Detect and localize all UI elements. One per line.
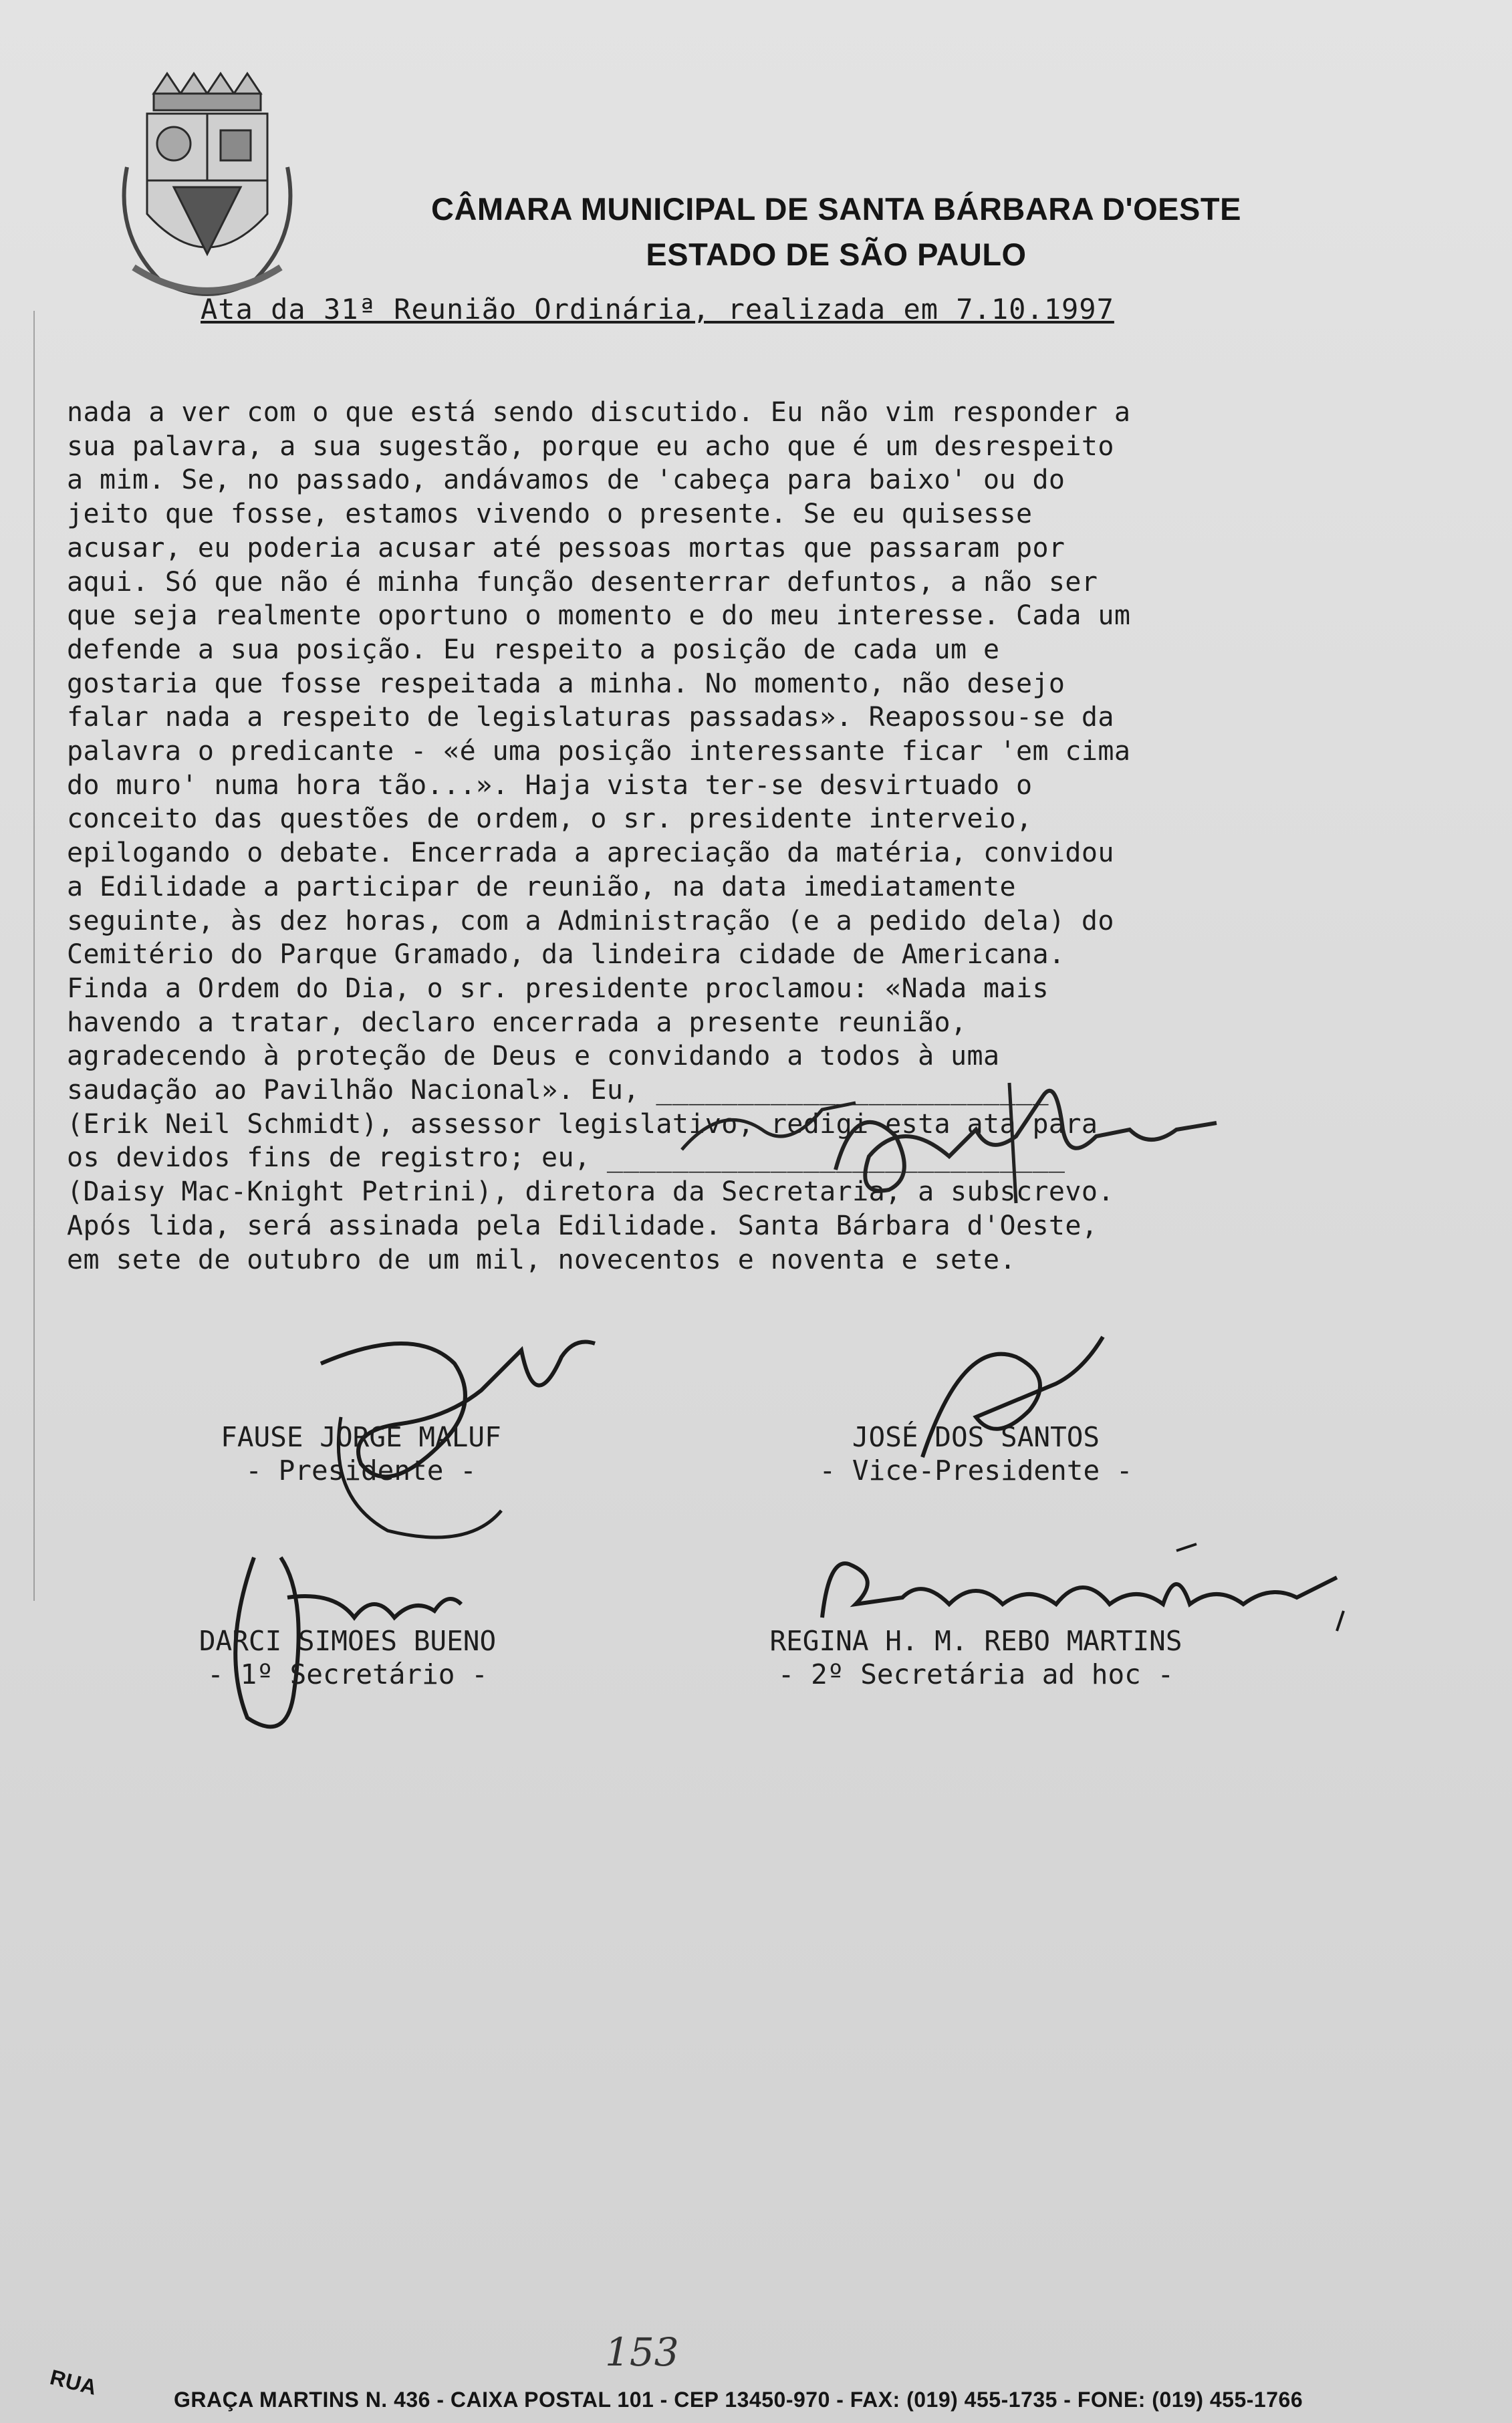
body-line: acusar, eu poderia acusar até pessoas mortas que passaram por [67,532,1065,563]
body-line: seguinte, às dez horas, com a Administração (e a pedido dela) do [67,905,1114,936]
signatory-name: REGINA H. M. REBO MARTINS [769,1625,1182,1657]
body-line: Após lida, será assinada pela Edilidade. Santa Bárbara d'Oeste, [67,1210,1098,1241]
body-line: gostaria que fosse respeitada a minha. No momento, não desejo [67,668,1065,699]
signatory-role: - Vice-Presidente - [819,1454,1133,1487]
body-line: em sete de outubro de um mil, novecentos e noventa e sete. [67,1244,1016,1275]
signatory-role: - 1º Secretário - [207,1658,488,1690]
margin-rule [33,311,40,1601]
body-line: a mim. Se, no passado, andávamos de 'cabeça para baixo' ou do [67,465,1065,496]
body-line: Finda a Ordem do Dia, o sr. presidente proclamou: «Nada mais [67,973,1049,1004]
body-line: a Edilidade a participar de reunião, na data imediatamente [67,871,1016,902]
body-line: falar nada a respeito de legislaturas passadas». Reapossou-se da [67,702,1114,733]
body-line: os devidos fins de registro; eu, ____________________________ [67,1142,1065,1174]
signatory-vice-president [762,1420,1190,1487]
body-line: Cemitério do Parque Gramado, da lindeira cidade de Americana. [67,939,1065,971]
signatory-role: - Presidente - [245,1454,477,1487]
signatory-second-secretary [722,1624,1230,1691]
body-line: do muro' numa hora tão...». Haja vista ter-se desvirtuado o [67,769,1033,801]
page-number: 153 [605,2329,679,2375]
body-line: jeito que fosse, estamos vivendo o presente. Se eu quisesse [67,499,1033,530]
state-name: ESTADO DE SÃO PAULO [646,237,1027,272]
body-line: sua palavra, a sua sugestão, porque eu acho que é um desrespeito [67,430,1114,462]
body-line: nada a ver com o que está sendo discutido. Eu não vim responder a [67,397,1131,428]
signature-secretary [815,1056,1230,1230]
footer-rua: RUA [47,2365,100,2400]
signatory-first-secretary [114,1624,582,1691]
body-line: conceito das questões de ordem, o sr. presidente interveio, [67,803,1033,835]
signature-assessor [668,1090,869,1170]
signature-second-secretary [802,1537,1357,1638]
body-line: aqui. Só que não é minha função desenterrar defuntos, a não ser [67,566,1098,598]
body-line: (Erik Neil Schmidt), assessor legislativo, redigi esta ata para [67,1108,1098,1140]
body-line: epilogando o debate. Encerrada a apreciação da matéria, convidou [67,838,1114,869]
footer-contact: GRAÇA MARTINS N. 436 - CAIXA POSTAL 101 - CEP 13450-970 - FAX: (019) 455-1735 - FONE: (019) 455-1766 [174,2388,1303,2412]
minutes-title: Ata da 31ª Reunião Ordinária, realizada em 7.10.1997 [201,293,1114,326]
institution-name: CÂMARA MUNICIPAL DE SANTA BÁRBARA D'OESTE [431,191,1241,227]
body-line: defende a sua posição. Eu respeito a posição de cada um e [67,634,1000,665]
signatory-president [147,1420,575,1487]
signatory-name: DARCI SIMOES BUENO [199,1625,497,1657]
body-line: saudação ao Pavilhão Nacional». Eu, ________________________ [67,1075,1049,1106]
body-line: agradecendo à proteção de Deus e convidando a todos à uma [67,1041,1000,1072]
signatory-name: JOSÉ DOS SANTOS [852,1421,1100,1453]
body-line: palavra o predicante - «é uma posição interessante ficar 'em cima [67,736,1131,767]
signatory-role: - 2º Secretária ad hoc - [777,1658,1174,1690]
signatory-name: FAUSE JORGE MALUF [221,1421,501,1453]
body-line: que seja realmente oportuno o momento e do meu interesse. Cada um [67,600,1131,632]
body-line: havendo a tratar, declaro encerrada a presente reunião, [67,1007,967,1038]
body-line: (Daisy Mac-Knight Petrini), diretora da Secretaria, a subscrevo. [67,1176,1114,1208]
